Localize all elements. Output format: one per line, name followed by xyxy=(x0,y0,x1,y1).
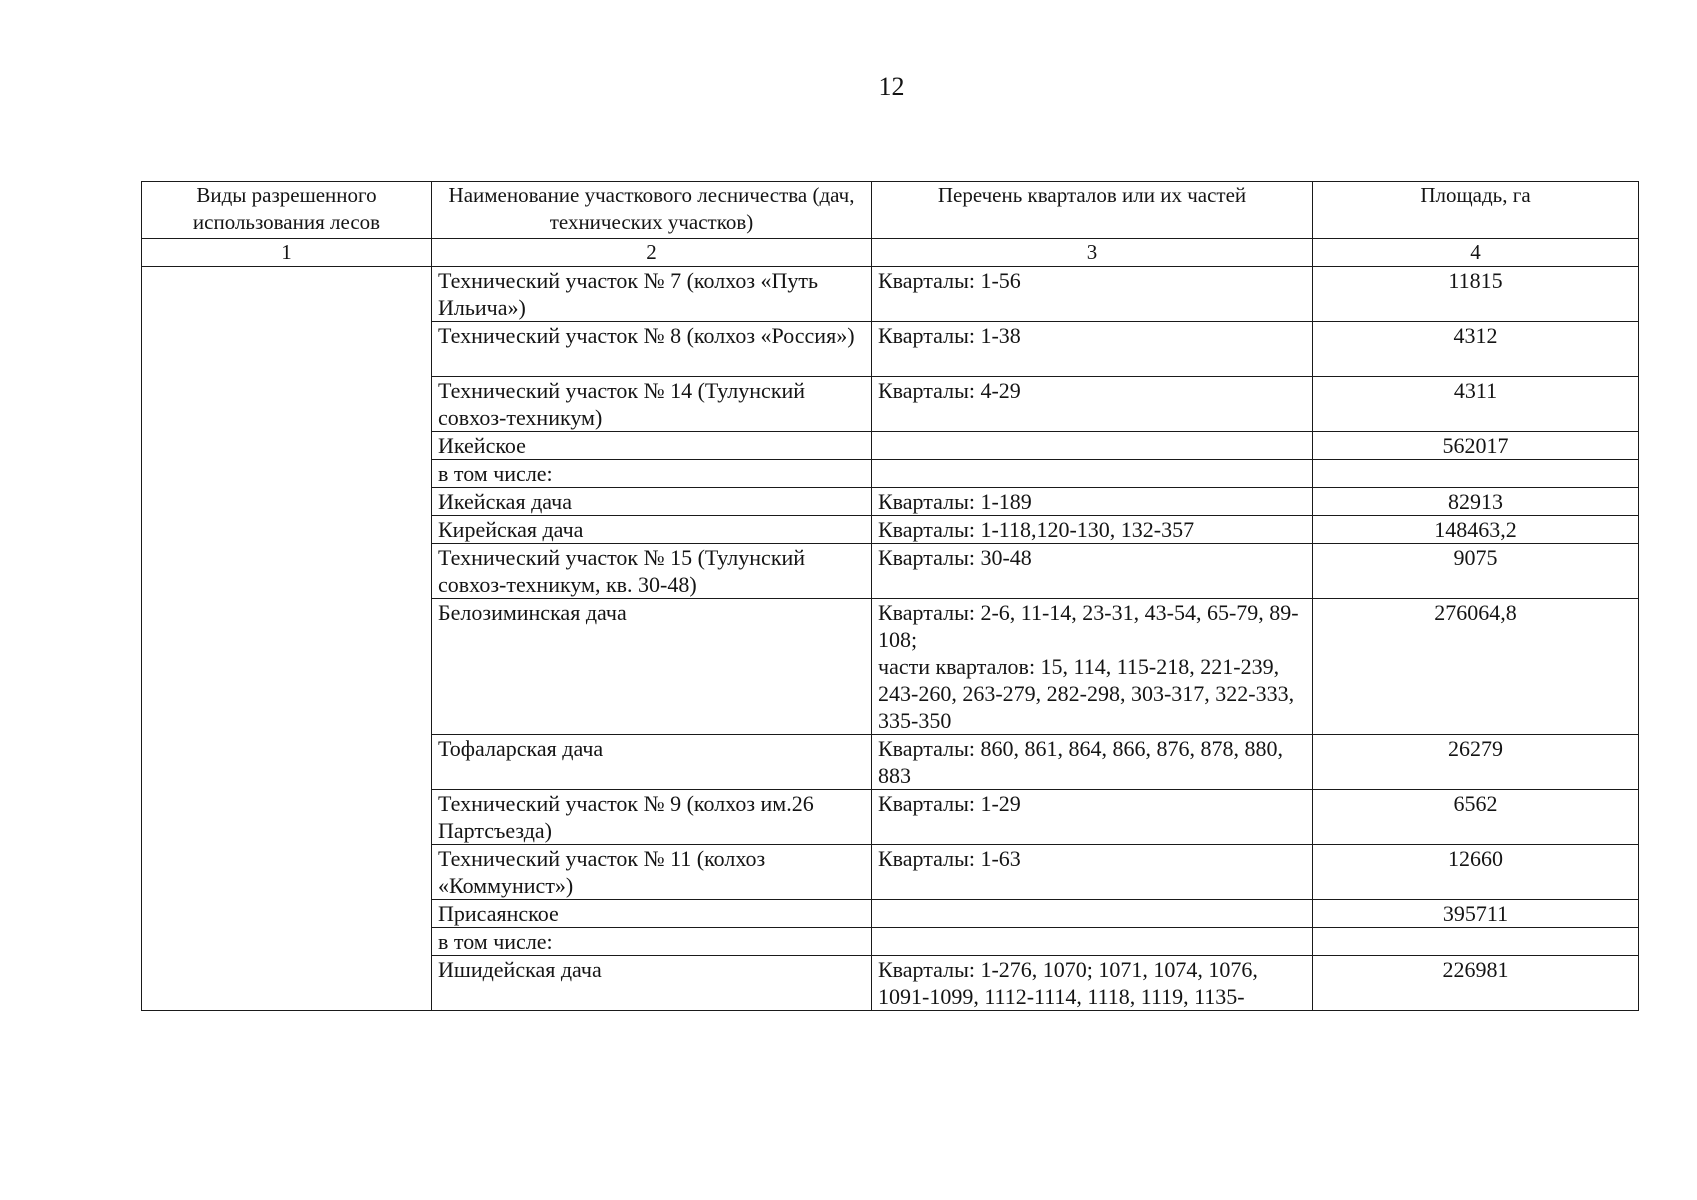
header-forestry-name: Наименование участкового лесничества (дач, технических участков) xyxy=(432,182,872,239)
area-cell: 562017 xyxy=(1313,432,1639,460)
table-header-row xyxy=(142,182,1639,239)
quarters-cell: Кварталы: 860, 861, 864, 866, 876, 878, 880, 883 xyxy=(872,735,1313,790)
forestry-name-cell: Технический участок № 7 (колхоз «Путь Ильича») xyxy=(432,267,872,322)
quarters-cell: Кварталы: 1-189 xyxy=(872,488,1313,516)
column-number: 4 xyxy=(1313,239,1639,267)
forestry-name-cell: Технический участок № 14 (Тулунский совхоз-техникум) xyxy=(432,377,872,432)
quarters-cell: Кварталы: 1-63 xyxy=(872,845,1313,900)
quarters-parts-line: части кварталов: 15, 114, 115-218, 221-239, 243-260, 263-279, 282-298, 303-317, 322-333, 335-350 xyxy=(878,654,1295,733)
area-cell xyxy=(1313,928,1639,956)
quarters-cell xyxy=(872,928,1313,956)
header-use-types: Виды разрешенного использования лесов xyxy=(142,182,432,239)
area-cell: 11815 xyxy=(1313,267,1639,322)
forestry-name-cell: Ишидейская дача xyxy=(432,956,872,1011)
forestry-name-cell: Присаянское xyxy=(432,900,872,928)
forestry-name-cell: Икейское xyxy=(432,432,872,460)
forestry-name-cell: в том числе: xyxy=(432,928,872,956)
header-area: Площадь, га xyxy=(1313,182,1639,239)
forestry-name-cell: Технический участок № 9 (колхоз им.26 Партсъезда) xyxy=(432,790,872,845)
area-cell: 395711 xyxy=(1313,900,1639,928)
area-cell: 4312 xyxy=(1313,322,1639,377)
forestry-name-cell: Технический участок № 8 (колхоз «Россия») xyxy=(432,322,872,377)
quarters-cell xyxy=(872,432,1313,460)
forestry-name-cell: Тофаларская дача xyxy=(432,735,872,790)
area-cell: 4311 xyxy=(1313,377,1639,432)
quarters-cell: Кварталы: 1-56 xyxy=(872,267,1313,322)
area-cell: 6562 xyxy=(1313,790,1639,845)
quarters-cell: Кварталы: 1-29 xyxy=(872,790,1313,845)
area-cell: 82913 xyxy=(1313,488,1639,516)
area-cell: 226981 xyxy=(1313,956,1639,1011)
forestry-name-cell: Технический участок № 15 (Тулунский совхоз-техникум, кв. 30-48) xyxy=(432,544,872,599)
area-cell: 148463,2 xyxy=(1313,516,1639,544)
quarters-cell: Кварталы: 30-48 xyxy=(872,544,1313,599)
column-number: 2 xyxy=(432,239,872,267)
quarters-cell: Кварталы: 1-276, 1070; 1071, 1074, 1076, 1091-1099, 1112-1114, 1118, 1119, 1135- xyxy=(872,956,1313,1011)
header-quarters-list: Перечень кварталов или их частей xyxy=(872,182,1313,239)
column-number: 1 xyxy=(142,239,432,267)
quarters-cell: Кварталы: 1-38 xyxy=(872,322,1313,377)
quarters-cell xyxy=(872,460,1313,488)
forestry-name-cell: Технический участок № 11 (колхоз «Коммунист») xyxy=(432,845,872,900)
forestry-name-cell: в том числе: xyxy=(432,460,872,488)
quarters-cell xyxy=(872,900,1313,928)
quarters-cell xyxy=(872,599,1313,735)
forestry-name-cell: Икейская дача xyxy=(432,488,872,516)
area-cell: 12660 xyxy=(1313,845,1639,900)
area-cell: 276064,8 xyxy=(1313,599,1639,735)
area-cell: 9075 xyxy=(1313,544,1639,599)
column-number: 3 xyxy=(872,239,1313,267)
quarters-cell: Кварталы: 4-29 xyxy=(872,377,1313,432)
column-number-row xyxy=(142,239,1639,267)
area-cell xyxy=(1313,460,1639,488)
table-row xyxy=(142,267,1639,322)
quarters-cell: Кварталы: 1-118,120-130, 132-357 xyxy=(872,516,1313,544)
area-cell: 26279 xyxy=(1313,735,1639,790)
forestry-name-cell: Кирейская дача xyxy=(432,516,872,544)
forest-quarters-table xyxy=(141,181,1639,1011)
quarters-line: Кварталы: 2-6, 11-14, 23-31, 43-54, 65-79, 89-108; xyxy=(878,600,1299,652)
use-types-cell xyxy=(142,267,432,1011)
forestry-name-cell: Белозиминская дача xyxy=(432,599,872,735)
page-number: 12 xyxy=(878,72,905,101)
